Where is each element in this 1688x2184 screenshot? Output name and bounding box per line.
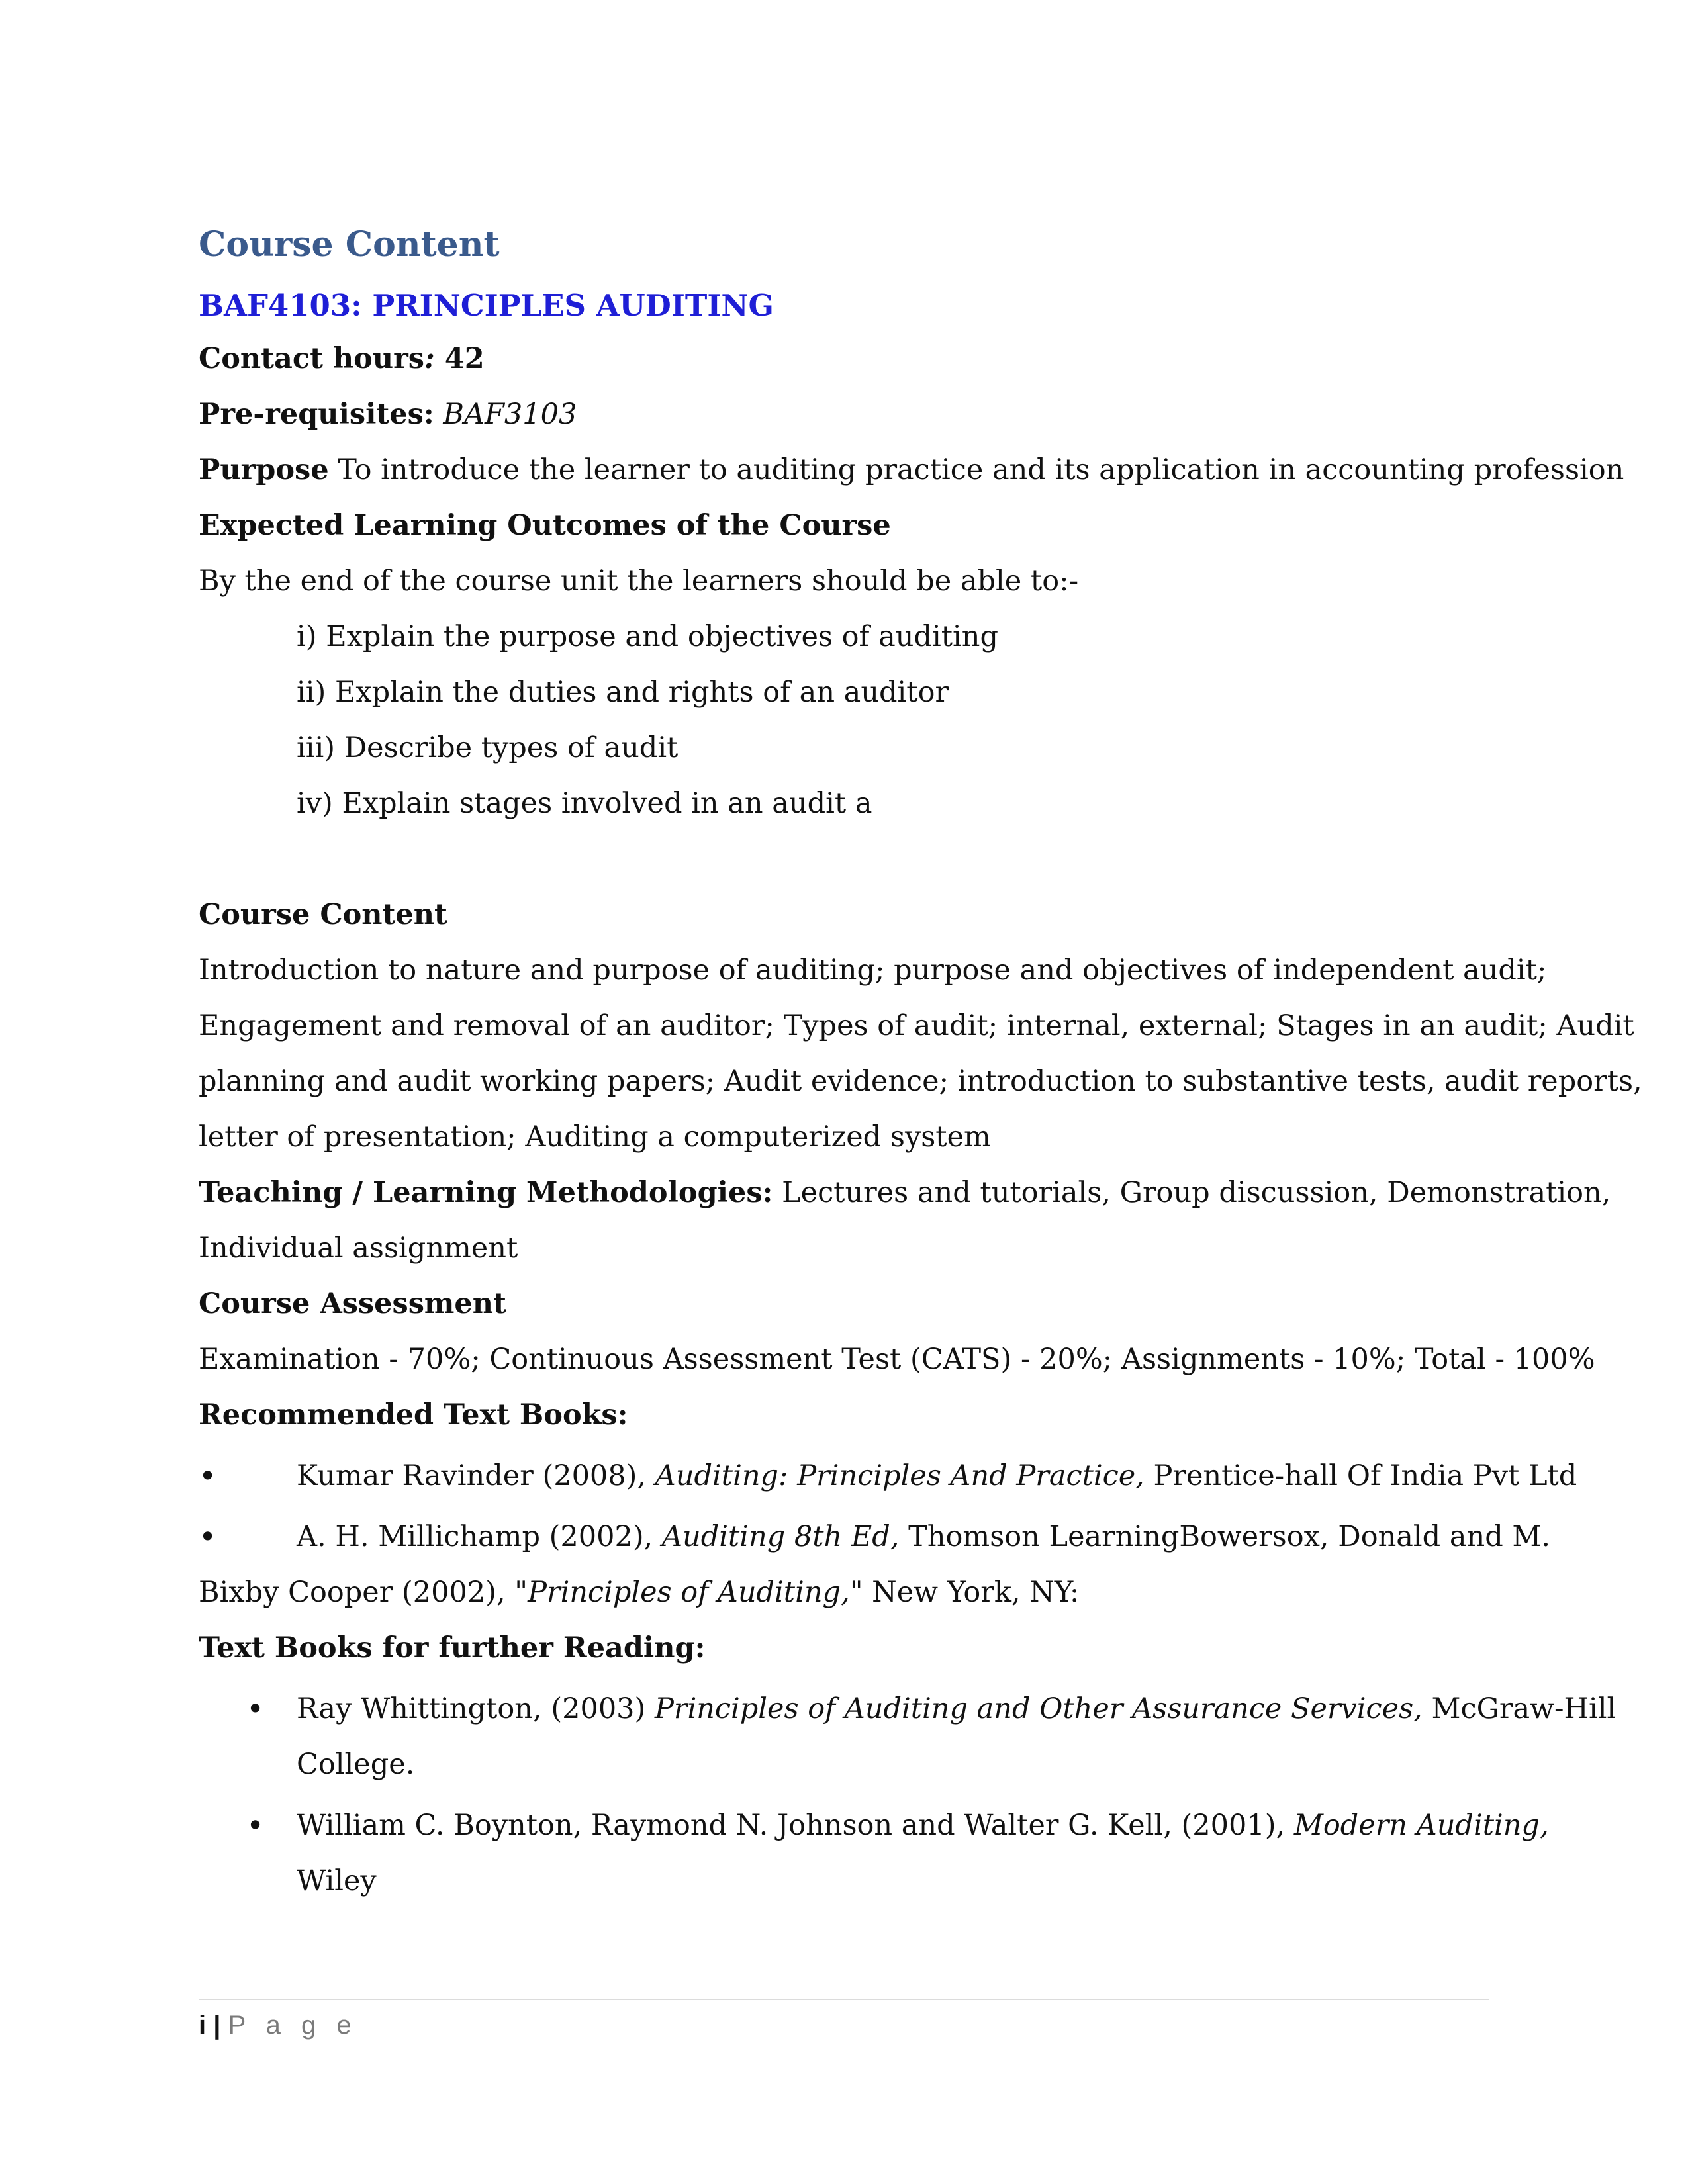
content-heading: Course Content: [199, 898, 447, 931]
book-publisher: New York, NY:: [863, 1576, 1080, 1609]
purpose: [199, 442, 1624, 498]
outcome-item: iii) Describe types of audit: [297, 731, 679, 764]
prerequisites-label: Pre-requisites:: [199, 398, 434, 431]
book-title: "Principles of Auditing,": [514, 1576, 863, 1609]
page-label: P a g e: [228, 2011, 358, 2040]
methodologies-label: Teaching / Learning Methodologies:: [199, 1176, 773, 1209]
prerequisites-value: BAF3103: [443, 398, 577, 431]
further-reading-heading: Text Books for further Reading:: [199, 1631, 706, 1664]
purpose-text: To introduce the learner to auditing practice and its application in accounting profession: [328, 453, 1624, 486]
methodologies-text-line2: Individual assignment: [199, 1232, 518, 1265]
book-author: Ray Whittington, (2003): [297, 1692, 655, 1725]
book-publisher: Thomson LearningBowersox, Donald and M.: [899, 1520, 1551, 1553]
book-author: Kumar Ravinder (2008),: [297, 1459, 655, 1492]
outcome-item: i) Explain the purpose and objectives of auditing: [297, 620, 998, 653]
page-title: Course Content: [199, 224, 500, 265]
assessment-text: Examination - 70%; Continuous Assessment Test (CATS) - 20%; Assignments - 10%; Total - 100%: [199, 1343, 1595, 1376]
book-title: Auditing 8th Ed,: [661, 1520, 900, 1553]
methodologies: [199, 1165, 1611, 1220]
contact-hours-label: Contact hours: [199, 342, 424, 375]
further-book-continuation: Wiley: [297, 1864, 377, 1897]
recommended-heading: Recommended Text Books:: [199, 1398, 628, 1432]
content-line: Engagement and removal of an auditor; Types of audit; internal, external; Stages in an audit; Audit: [199, 1009, 1634, 1042]
footer-separator: |: [213, 2011, 221, 2040]
prerequisites: [199, 387, 1489, 442]
book-author: William C. Boynton, Raymond N. Johnson and Walter G. Kell, (2001),: [297, 1809, 1294, 1842]
page-number: i: [199, 2011, 207, 2040]
methodologies-text: Lectures and tutorials, Group discussion, Demonstration,: [773, 1176, 1611, 1209]
contact-hours-value: 42: [434, 342, 485, 375]
further-book-continuation: College.: [297, 1748, 415, 1781]
further-book-text: [297, 1797, 1549, 1853]
page-footer: [199, 2005, 358, 2045]
bullet-icon: •: [246, 1691, 265, 1727]
book-publisher: Prentice-hall Of India Pvt Ltd: [1144, 1459, 1577, 1492]
bullet-icon: •: [246, 1807, 265, 1843]
bullet-icon: •: [199, 1519, 217, 1555]
content-line: Introduction to nature and purpose of auditing; purpose and objectives of independent audit;: [199, 954, 1547, 987]
course-code-title: BAF4103: PRINCIPLES AUDITING: [199, 288, 774, 323]
outcomes-intro: By the end of the course unit the learners should be able to:-: [199, 565, 1079, 598]
content-line: letter of presentation; Auditing a computerized system: [199, 1120, 991, 1154]
recommended-book-text: [297, 1509, 1551, 1565]
purpose-label: Purpose: [199, 453, 329, 486]
book-title: Modern Auditing,: [1293, 1809, 1549, 1842]
content-line: planning and audit working papers; Audit evidence; introduction to substantive tests, audit reports,: [199, 1065, 1642, 1098]
book-author: Bixby Cooper (2002),: [199, 1576, 515, 1609]
contact-hours: [199, 331, 1489, 387]
book-title: Auditing: Principles And Practice,: [655, 1459, 1145, 1492]
book-publisher: McGraw-Hill: [1422, 1692, 1617, 1725]
further-book-text: [297, 1681, 1617, 1737]
outcome-item: iv) Explain stages involved in an audit a: [297, 787, 872, 820]
footer-divider: [199, 1999, 1489, 2000]
bullet-icon: •: [199, 1458, 217, 1494]
recommended-book-text: [297, 1448, 1577, 1504]
contact-hours-colon: :: [424, 342, 435, 375]
assessment-heading: Course Assessment: [199, 1287, 506, 1320]
outcomes-heading: Expected Learning Outcomes of the Course: [199, 509, 891, 542]
recommended-book-continuation: [199, 1565, 1489, 1620]
outcome-item: ii) Explain the duties and rights of an auditor: [297, 676, 949, 709]
book-title: Principles of Auditing and Other Assurance Services,: [655, 1692, 1423, 1725]
book-author: A. H. Millichamp (2002),: [297, 1520, 662, 1553]
